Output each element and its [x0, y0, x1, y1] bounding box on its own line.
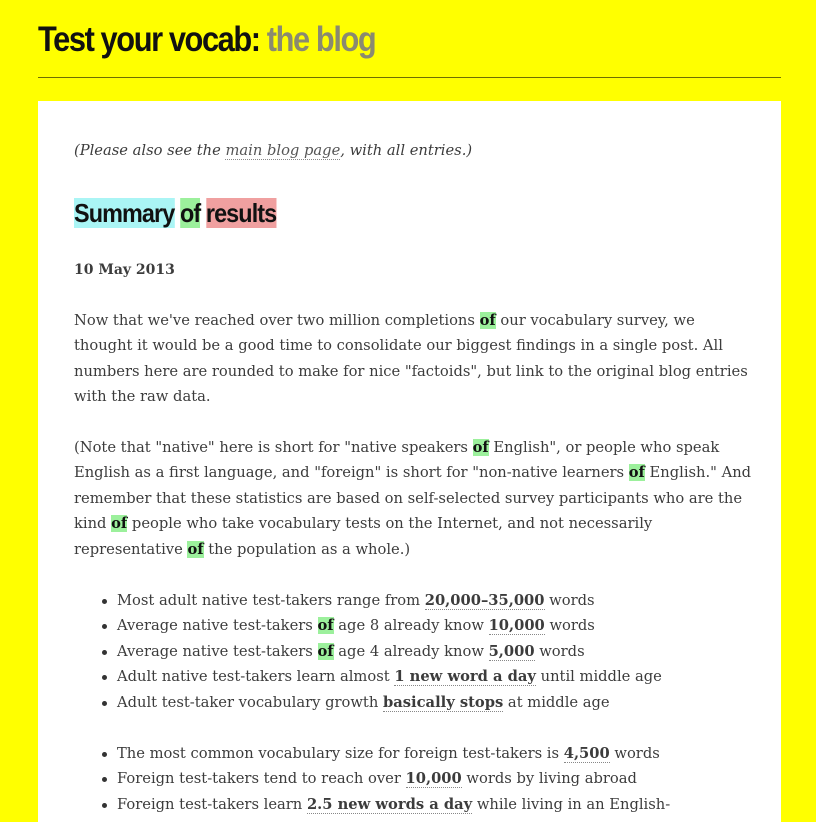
- highlight-of: of: [628, 464, 645, 482]
- list-item: Adult native test-takers learn almost 1 new word a day until middle age: [117, 664, 777, 689]
- native-facts-list: [74, 588, 777, 715]
- highlight-of: of: [472, 439, 489, 456]
- foreign-facts-list: [74, 741, 777, 817]
- list-item: The most common vocabulary size for foreign test-takers is 4,500 words: [117, 741, 777, 766]
- stat-link[interactable]: 1 new word a day: [394, 668, 536, 686]
- stat-link[interactable]: 2.5 new words a day: [306, 795, 473, 813]
- stat-link[interactable]: 4,500: [563, 745, 610, 762]
- stat-link[interactable]: 20,000–35,000: [424, 592, 545, 609]
- highlight-of: of: [479, 312, 496, 329]
- list-item: Average native test-takers of age 4 already know 5,000 words: [117, 639, 777, 664]
- highlight-of: of: [317, 642, 334, 660]
- intro-paragraph: Now that we've reached over two million completions of our vocabulary survey, we thought it would be a good time to consolidate our biggest findings in a single post. All numbers here are rounded to make for nice "factoids", but link to the original blog entries with the raw data.: [74, 312, 748, 406]
- blog-note: (Please also see the main blog page, with all entries.): [74, 142, 473, 159]
- stat-link[interactable]: 5,000: [488, 642, 535, 660]
- list-item: Most adult native test-takers range from 20,000–35,000 words: [117, 588, 777, 613]
- site-title: Test your vocab:: [38, 20, 260, 59]
- stat-link[interactable]: 10,000: [405, 770, 462, 788]
- stat-link[interactable]: basically stops: [382, 693, 504, 711]
- header-divider: [38, 77, 781, 78]
- highlight-of: of: [187, 540, 204, 558]
- list-item: Foreign test-takers learn 2.5 new words a day while living in an English-: [117, 792, 777, 817]
- highlight-of: of: [317, 617, 334, 635]
- stat-link[interactable]: 10,000: [488, 617, 545, 635]
- title-word-results: results: [205, 198, 277, 228]
- post-date: 10 May 2013: [74, 262, 175, 278]
- main-blog-page-link[interactable]: main blog page: [225, 142, 341, 159]
- site-header: [38, 20, 375, 60]
- site-title-blog-link[interactable]: the blog: [266, 20, 376, 59]
- title-word-summary: Summary: [74, 198, 175, 228]
- post-title: [74, 196, 276, 230]
- note-paragraph: (Note that "native" here is short for "native speakers of English", or people who speak English as a first language, and "foreign" is short for "non-native learners of English." And remember that these statistics are based on self-selected survey participants who are the kind of people who take vocabulary tests on the Internet, and not necessarily representative of the population as a whole.): [74, 439, 752, 558]
- highlight-of: of: [111, 515, 128, 533]
- list-item: Average native test-takers of age 8 already know 10,000 words: [117, 613, 777, 638]
- list-item: Foreign test-takers tend to reach over 10,000 words by living abroad: [117, 766, 777, 791]
- content-panel: [38, 101, 781, 822]
- title-word-of: of: [179, 198, 201, 228]
- list-item: Adult test-taker vocabulary growth basically stops at middle age: [117, 690, 777, 715]
